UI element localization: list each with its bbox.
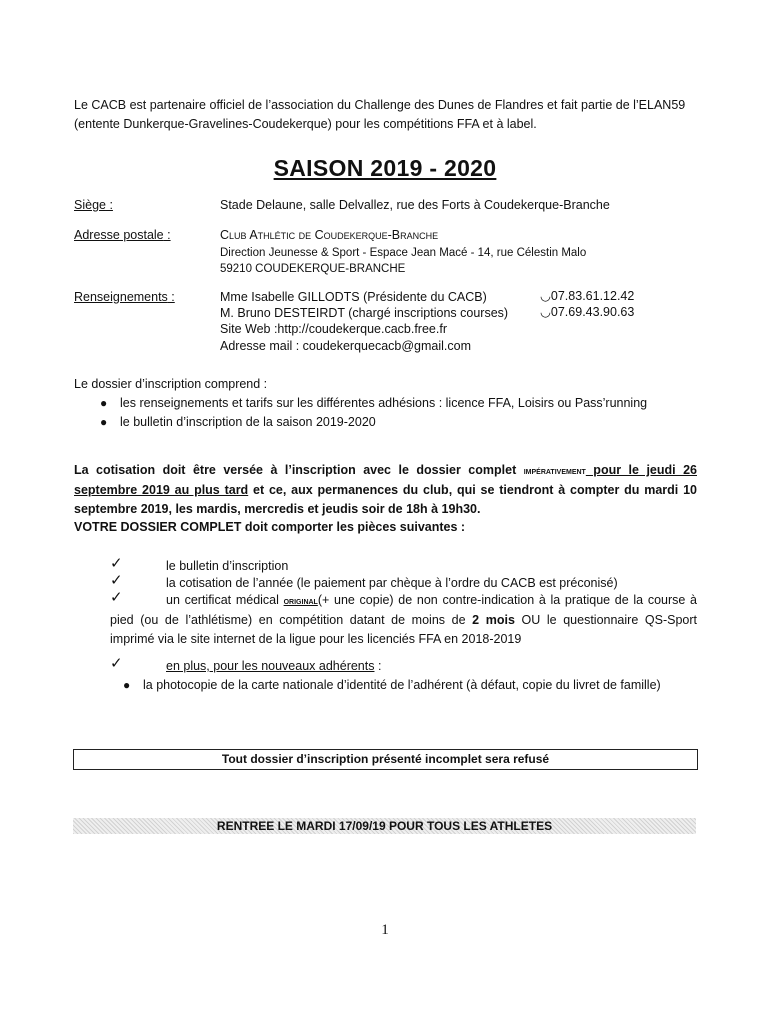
contact-president: Mme Isabelle GILLODTS (Présidente du CACB) (220, 290, 487, 304)
siege-value: Stade Delaune, salle Delvallez, rue des Forts à Coudekerque-Branche (220, 198, 610, 212)
nouveaux-list (123, 676, 713, 695)
checkmark-icon: ✓ (110, 555, 123, 572)
bullet-icon: ● (123, 678, 131, 692)
warning-box: Tout dossier d’inscription présenté incomplet sera refusé (73, 749, 698, 770)
dossier-intro: Le dossier d’inscription comprend : (74, 377, 268, 391)
list-item: ● les renseignements et tarifs sur les différentes adhésions : licence FFA, Loisirs ou Pass’running (120, 394, 720, 413)
adresse-city: 59210 COUDEKERQUE-BRANCHE (220, 263, 406, 275)
adresse-line: Direction Jeunesse & Sport - Espace Jean Macé - 14, rue Célestin Malo (220, 247, 587, 259)
website-text: Site Web :http://coudekerque.cacb.free.fr (220, 322, 447, 336)
list-item: ● la photocopie de la carte nationale d’identité de l’adhérent (à défaut, copie du livret de famille) (143, 676, 713, 695)
bullet-icon: ● (100, 415, 108, 429)
list-item: ● le bulletin d’inscription de la saison 2019-2020 (120, 413, 720, 432)
renseignements-label: Renseignements : (74, 290, 175, 304)
page-title: SAISON 2019 - 2020 (273, 155, 497, 181)
siege-label: Siège : (74, 198, 113, 212)
cotisation-paragraph: La cotisation doit être versée à l’inscription avec le dossier complet impérativement pour le jeudi 26 septembre 2019 au plus tard et ce, aux permanences du club, qui se tiendront à compter du mardi 10 septembre 2019, les mardis, mercredis et jeudis soir de 18h à 19h30. (74, 463, 697, 516)
page-number: 1 (381, 922, 389, 938)
check-item-cotisation: la cotisation de l’année (le paiement par chèque à l’ordre du CACB est préconisé) (166, 576, 618, 590)
phone-courses: ◡07.69.43.90.63 (540, 305, 635, 319)
checkmark-icon: ✓ (110, 589, 123, 606)
checkmark-icon: ✓ (110, 572, 123, 589)
check-item-bulletin: le bulletin d’inscription (166, 559, 289, 573)
check-item-nouveaux: en plus, pour les nouveaux adhérents : (166, 659, 382, 673)
bullet-icon: ● (100, 396, 108, 410)
adresse-label: Adresse postale : (74, 228, 171, 242)
pieces-title: VOTRE DOSSIER COMPLET doit comporter les pièces suivantes : (74, 520, 466, 534)
intro-paragraph: Le CACB est partenaire officiel de l’association du Challenge des Dunes de Flandres et fait partie de l’ELAN59 (entente Dunkerque-Gravelines-Coudekerque) pour les compétitions FFA et à label. (74, 98, 686, 131)
email-text: Adresse mail : coudekerquecacb@gmail.com (220, 339, 471, 353)
dossier-list (100, 394, 720, 432)
phone-president: ◡07.83.61.12.42 (540, 289, 635, 303)
rentree-banner: RENTREE LE MARDI 17/09/19 POUR TOUS LES ATHLETES (73, 818, 696, 834)
check-item-certificat: un certificat médical original(+ une copie) de non contre-indication à la pratique de la course à pied (ou de l’athlétisme) en compétition datant de moins de 2 mois OU le questionnaire QS-Sport imprimé via le site internet de la ligue pour les licenciés FFA en 2018-2019 (110, 593, 697, 646)
contact-courses: M. Bruno DESTEIRDT (chargé inscriptions courses) (220, 306, 509, 320)
adresse-club-name: Club Athlétic de Coudekerque-Branche (220, 228, 439, 242)
checkmark-icon: ✓ (110, 655, 123, 672)
